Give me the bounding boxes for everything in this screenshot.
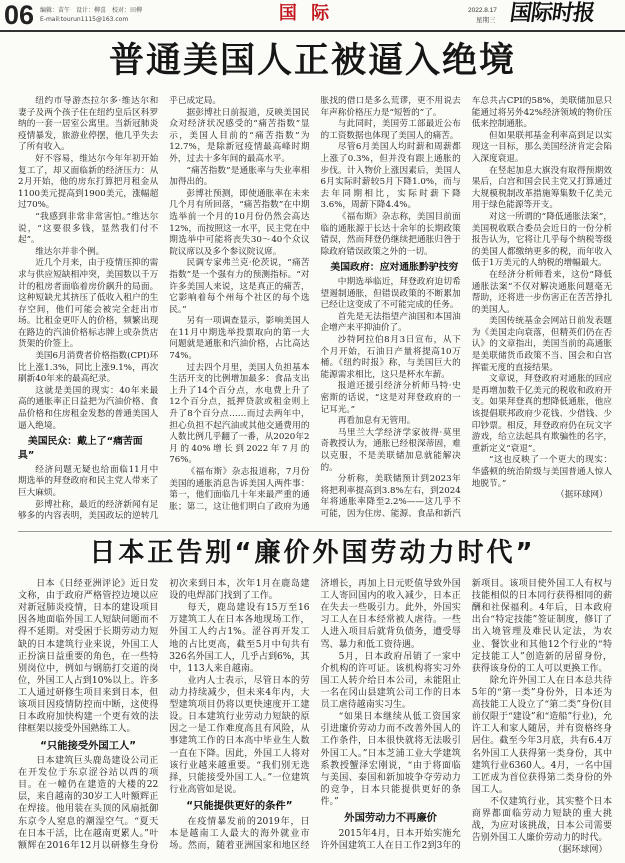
article-paragraph: 《福布斯》杂志称，美国目前面临的通胀源于长达十余年的长期政策错误，然而拜登仍继续把通胀归咎于除政府错误政策之外的一切。 [320,211,461,257]
article-paragraph: 日本建筑巨头鹿岛建设公司正在开发位于东京涩谷站以西的项目。在一幢仍在建造的大楼的22层，来自越南的30岁工人叶额辉正在焊接。他用装在头顶的风扇抵御东京令人窒息的潮湿空气。“夏天在日本干活，比在越南更累人。”叶额辉在2016年12月以研修生身份初次来到日本，次年1月在鹿岛建设的电焊部门找到了工作。 [18,579,310,851]
editor-credits: 编辑：苗午 设计：柳喜 校对：田柳 [40,7,143,14]
article-paragraph: 马里兰大学经济学家彼得·莫里奇教授认为，通胀已经根深蒂固，难以克服，不是美联储加息就能解决的。 [320,427,461,473]
header-rule [0,30,625,32]
article-paragraph: 维达尔并非个例。 [35,246,105,257]
article-paragraph: “如果日本继续从低工资国家引进廉价劳动力而不改善外国人的工作条件，日本很快就将无法吸引外国工人。”日本芝浦工业大学建筑系教授蟹泽宏刚说，“由于将面临与美国、泰国和新加坡争夺劳动力的竞争，日本只能提供更好的条件。” [320,712,461,807]
article-paragraph: 民调专家弗兰克·伦茨说，“痛苦指数”是一个强有力的预测指标。“对许多美国人来说，这是真正的痛苦，它影响着每个州每个社区的每个选民。” [169,258,310,315]
article-paragraph: 5月，日本政府吊销了一家中介机构的许可证。该机构将实习外国工人转介给日本公司，未能阻止一名在冈山县建筑公司工作的日本员工虐待越南实习生。 [320,651,461,711]
article-paragraph: 不仅建筑行业，其实整个日本商界都面临劳动力短缺的重大挑战，为应对该挑战，日本公司需要告别外国工人廉价劳动力的时代。 [471,796,612,844]
article-subheading: 美国政府：应对通胀黔驴技穷 [330,262,459,274]
article-paragraph: 但如果联邦基金利率高到足以实现这一目标，那么美国经济肯定会陷入深度衰退。 [471,130,612,164]
article-subheading: 美国民众：戴上了“痛苦面具” [18,436,143,461]
article-paragraph: 过去四个月里，美国人负担基本生活开支的比例增加最多：食品支出上升了14个百分点，水电费上升了12个百分点，抵押贷款或租金则上升了8个百分点……而过去两年中，担心负担不起汽油或其他交通费用的人数比例几乎翻了一番，从2020年2月的40%增长到2022年7月的76%。 [169,362,310,466]
issue-date: 2022.8.17 [468,7,497,14]
article-paragraph: 在竖起加息大旗没有取得预期效果后，白宫和国会民主党又打算通过大规模税制改革措施筹集数千亿美元用于绿色能源等开支。 [471,165,612,211]
article-source: （据环球网） [553,845,608,856]
masthead-logo: 国际时报 [508,1,596,26]
article-divider [18,531,612,532]
article-paragraph: 每天，鹿岛建设有15万至16万建筑工人在日本各地现场工作，外国工人约占1%。涩谷再开发工地的占比更高，截至5月中旬共有326名外国工人，几乎占到6%，其中，113人来自越南。 [169,603,310,674]
article-paragraph: 纽约市导游杰拉尔多·维达尔和妻子及两个孩子住在纽约皇后区科罗纳的一套一居室公寓里。当新冠肺炎疫情暴发，旅游业停摆，他几乎失去了所有收入。 [18,96,159,153]
issue-weekday: 星期三 [476,17,496,24]
article-subheading: 外国劳动力不再廉价 [344,812,437,825]
article-headline: 普通美国人正被逼入绝境 [108,41,516,81]
article-paragraph: 这就是美国的现实：40年来最高的通胀率正日益把为汽油价格、食品价格和住房租金发愁的普通美国人逼入绝境。 [18,385,159,431]
article-paragraph: 彭博社称，最近的经济新闻有足够多的内容表明，美国政坛的逆转几乎已成定局。 [18,96,222,522]
article-paragraph: 2015年4月，日本开始实施允许外国建筑工人在日工作2到3年的新项目。该项目使外国工人有权与技能相似的日本同行获得相同的薪酬和社保福利。4年后，日本政府出台“特定技能”签证制度，修订了出入境管理及难民认定法，为农业、餐饮业和其他12个行业的“特定技能工人”创造新的居留身份，获得该身份的工人可以更换工作。 [320,579,612,851]
article-paragraph: 对这一所谓的“降低通胀法案”，美国税收联合委员会近日的一份分析报告认为，它将让几乎每个纳税等级的美国人都缴纳更多的税，而年收入低于1万美元的人纳税的增幅最大。 [471,211,612,269]
article-paragraph: 经济问题无疑也给面临11月中期选举的拜登政府和民主党人带来了巨大麻烦。 [18,464,159,498]
article-subheading: “只能提供更好的条件” [186,800,293,813]
contact-email: E-mail:tourun1115@163.com [40,16,129,23]
article-paragraph: 美国传统基金会网站日前发表题为《美国走向衰落，但精英们仍在否认》的文章指出，美国当前的高通胀是美联储货币政策不当、国会和白宫挥霍无度的直接结果。 [471,316,612,373]
article-source: （据环球网） [555,490,608,501]
article-paragraph: 文章说，拜登政府对通胀的回应是再增加数千亿美元的税收和政府开支。如果拜登真的想降低通胀，他应该提倡联邦政府少花钱、少借钱、少印钞票。相反，拜登政府仍在玩文字游戏，给立法起具有欺骗性的名字，重新定义“衰退”。 [471,374,612,454]
page-number: 06 [4,0,35,30]
article-paragraph: 报道还援引经济分析师马特·史密斯的话说，“这是对拜登政府的一记耳光。” [320,381,461,415]
article-paragraph: 好不容易，维达尔今年年初开始复工了，却又面临新的经济压力：从2月开始，他的房东打算把月租金从1100美元提高到1900美元，涨幅超过70%。 [18,153,159,211]
article-paragraph: 分析称，美联储预计到2023年将把利率提高到3.8%左右，到2024年将通胀率降至2.2%——这几乎不可能，因为住房、能源、食品和新汽车总共占CPI的58%，美联储加息只能通过将另外42%经济领域的物价压低来控制通胀。 [320,96,612,519]
article-paragraph: 除允许外国工人在日本总共待5年的“第一类”身份外，日本还为高技能工人设立了“第二类”身份(目前仅限于“建设”和“造船”行业)，允许工人和家人随居，并有资格终身居住。截至今年3月底，共有6.4万名外国工人获得第一类身份，其中建筑行业6360人。4月，一名中国工匠成为首位获得第二类身份的外国工人。 [471,675,612,795]
article-paragraph: “痛苦指数”是通胀率与失业率相加得出的。 [169,165,310,188]
article-headline: 日本正告别“廉价外国劳动力时代” [89,538,536,568]
article-paragraph: 另有一项调查显示，影响美国人在11月中期选举投票取向的第一大问题就是通胀和汽油价格，占比高达74%。 [169,316,310,362]
article-paragraph: 美国6月消费者价格指数(CPI)环比上涨1.3%，同比上涨9.1%，再次刷新40年来的最高纪录。 [18,351,159,385]
article-paragraph: 中期选举临近，拜登政府迫切希望遏制通胀，但错误政策的不断累加已经让这变成了不可能完成的任务。 [320,277,461,311]
article-paragraph: 与此同时，美国劳工部最近公布的工资数据也体现了美国人的痛苦。 [320,119,461,141]
article-paragraph: 沙特阿拉伯8月3日宣布，从下个月开始，石油日产量将提高10万桶。《纽约时报》称，与美国巨大的能源需求相比，这只是杯水车薪。 [320,335,461,380]
article-paragraph: 再看加息有无管用。 [337,416,416,427]
article-paragraph: 尽管6月美国人均时薪和周薪都上涨了0.3%，但并没有跟上通胀的步伐。计入物价上涨因素后，美国人6月实际时薪较5月下降1.0%，而与去年同期相比，实际时薪下降3.6%，周薪下降4.4%。 [320,142,461,211]
article-paragraph: “这也反映了一个更大的现实：华盛顿的统治阶级与美国普通人惊人地脱节。” [471,455,612,489]
article-paragraph: 彭博社预测，即使通胀率在未来几个月有所回落，“痛苦指数”在中期选举前一个月的10月份仍然会高达12%，而按照这一水平，民主党在中期选举中可能将丧失30～40个众议院议席以及多个参议院议席。 [169,188,310,257]
article-paragraph: 首先是无法指望产油国和本国油企增产来平抑油价了。 [320,311,461,334]
article-paragraph: “我感到非常非常害怕。”维达尔说，“这要很多钱，显然我们付不起”。 [18,211,159,246]
article-paragraph: 在经济分析师看来，这份“降低通胀法案”不仅对解决通胀问题毫无帮助，还将进一步伤害正在苦苦挣扎的美国人。 [471,269,612,315]
section-title: 国 际 [278,3,334,24]
article-body [18,578,612,857]
article-paragraph: 《福布斯》杂志报道称，7月份美国的通胀消息告诉美国人两件事：第一，他们面临几十年来最严重的通胀；第二，这让他们明白了政府为通胀找的借口是多么荒谬，更不用说去年声称价格压力是“短暂的”了。 [169,96,461,512]
article-paragraph: 日本《日经亚洲评论》近日发文称，由于政府严格管控边境以应对新冠肺炎疫情，日本的建设项目因各地面临外国工人短缺问题而不得不延期。对受困于长期劳动力短缺的日本建筑行业来说，外国工人正扮演日益重要的角色，在一些特别岗位中，例如与钢筋打交道的岗位，外国工人占到10%以上。许多工人通过研修生项目来到日本，但该项目因疫情防控而中断，这使得日本政府加快构建一个更有效的法律框架以接受外国熟练工人。 [18,579,159,735]
article-paragraph: 近几个月来，由于疫情压抑的需求与供应短缺相冲突，美国数以千万计的租房者面临着房价飙升的局面。这种短缺尤其挤压了低收入租户的生存空间，他们可能会被完全赶出市场。比租金更吓人的价格，频繁出现在路边的汽油价格标志牌上或杂货店货架的价签上。 [18,258,159,350]
article-paragraph: 在疫情暴发前的2019年，日本是越南工人最大的海外就业市场。然而，随着亚洲国家和地区经济增长，再加上日元贬值导致外国工人寄回国内的收入减少，日本正在失去一些吸引力。此外，外国实习工人在日本经常被人虐待。一些人进入项目后就背负债务，遭受辱骂、暴力和低工资待遇。 [169,579,461,851]
article-paragraph: 据彭博社日前报道，反映美国民众对经济状况感受的“痛苦指数”显示，美国人目前的“痛苦指数”为12.7%，是除新冠疫情最高峰时期外，过去十多年间的最高水平。 [169,107,310,164]
article-paragraph: 业内人士表示，尽管日本的劳动力持续减少，但未来4年内，大型建筑项目仍将以更快速度开工建设。日本建筑行业劳动力短缺的原因之一是工作难度高且有风险，从事建筑工作的日本高中毕业生人数一直在下降。因此，外国工人将对该行业越来越重要。“我们别无选择，只能接受外国工人。”一位建筑行业高管如是说。 [169,675,310,795]
article-body [18,96,612,524]
article-subheading: “只能接受外国工人” [40,739,137,752]
